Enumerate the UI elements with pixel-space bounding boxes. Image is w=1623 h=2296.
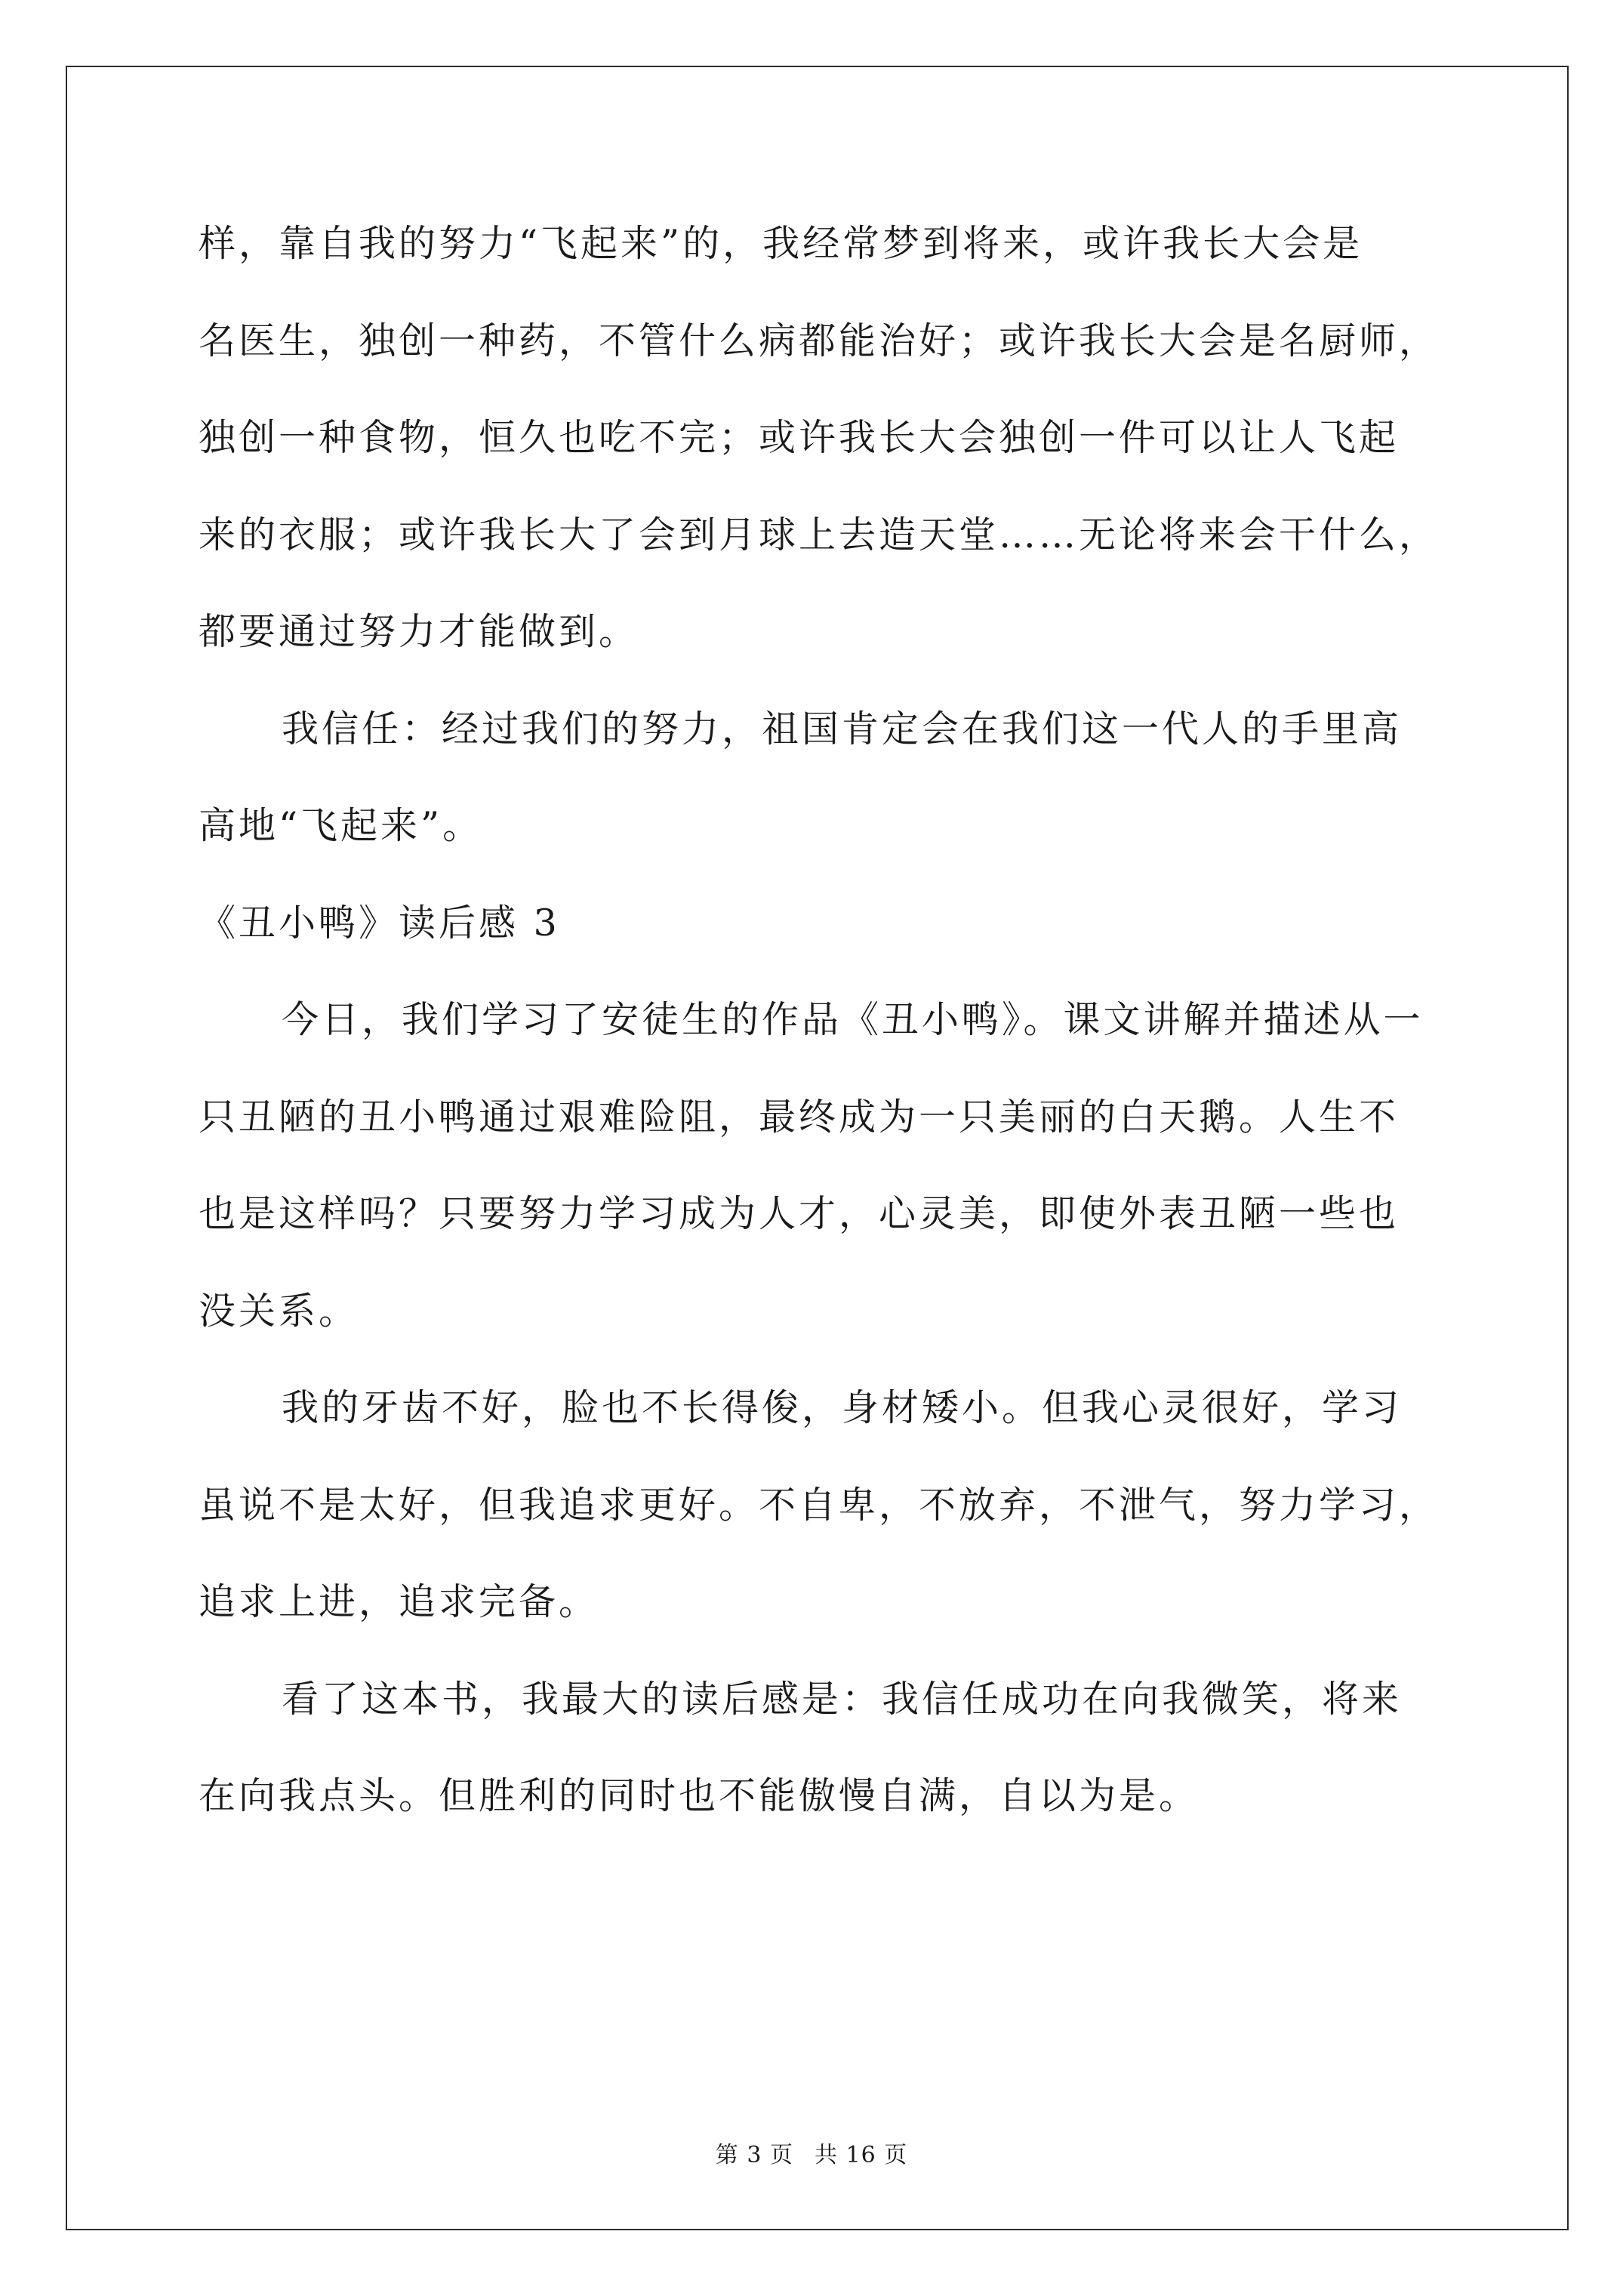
page-total: 共 16 页 xyxy=(814,2142,908,2168)
section-heading: 《丑小鸭》读后感 3 xyxy=(199,901,560,945)
paragraph-first-line: 看了这本书，我最大的读后感是：我信任成功在向我微笑，将来 xyxy=(282,1678,1403,1721)
text-line: 高地“飞起来”。 xyxy=(199,804,483,847)
paragraph-first-line: 我的牙齿不好，脸也不长得俊，身材矮小。但我心灵很好，学习 xyxy=(282,1386,1403,1429)
text-line: 没关系。 xyxy=(199,1290,359,1333)
text-line: 独创一种食物，恒久也吃不完；或许我长大会独创一件可以让人飞起 xyxy=(199,416,1400,459)
text-line: 也是这样吗？只要努力学习成为人才，心灵美，即使外表丑陋一些也 xyxy=(199,1192,1400,1235)
text-line: 只丑陋的丑小鸭通过艰难险阻，最终成为一只美丽的白天鹅。人生不 xyxy=(199,1096,1400,1139)
text-line: 样，靠自我的努力“飞起来”的，我经常梦到将来，或许我长大会是 xyxy=(199,222,1363,265)
text-line: 名医生，独创一种药，不管什么病都能治好；或许我长大会是名厨师， xyxy=(199,319,1440,362)
paragraph-first-line: 今日，我们学习了安徒生的作品《丑小鸭》。课文讲解并描述从一 xyxy=(282,998,1424,1041)
text-line: 都要通过努力才能做到。 xyxy=(199,610,639,653)
text-line: 追求上进，追求完备。 xyxy=(199,1580,599,1623)
text-line: 在向我点头。但胜利的同时也不能傲慢自满，自以为是。 xyxy=(199,1774,1200,1817)
text-line: 虽说不是太好，但我追求更好。不自卑，不放弃，不泄气，努力学习， xyxy=(199,1484,1440,1527)
page-footer xyxy=(0,2140,1623,2171)
page-border xyxy=(66,66,1569,2230)
text-line: 来的衣服；或许我长大了会到月球上去造天堂……无论将来会干什么， xyxy=(199,513,1440,556)
page-number: 第 3 页 xyxy=(715,2142,793,2168)
paragraph-first-line: 我信任：经过我们的努力，祖国肯定会在我们这一代人的手里高 xyxy=(282,707,1403,750)
